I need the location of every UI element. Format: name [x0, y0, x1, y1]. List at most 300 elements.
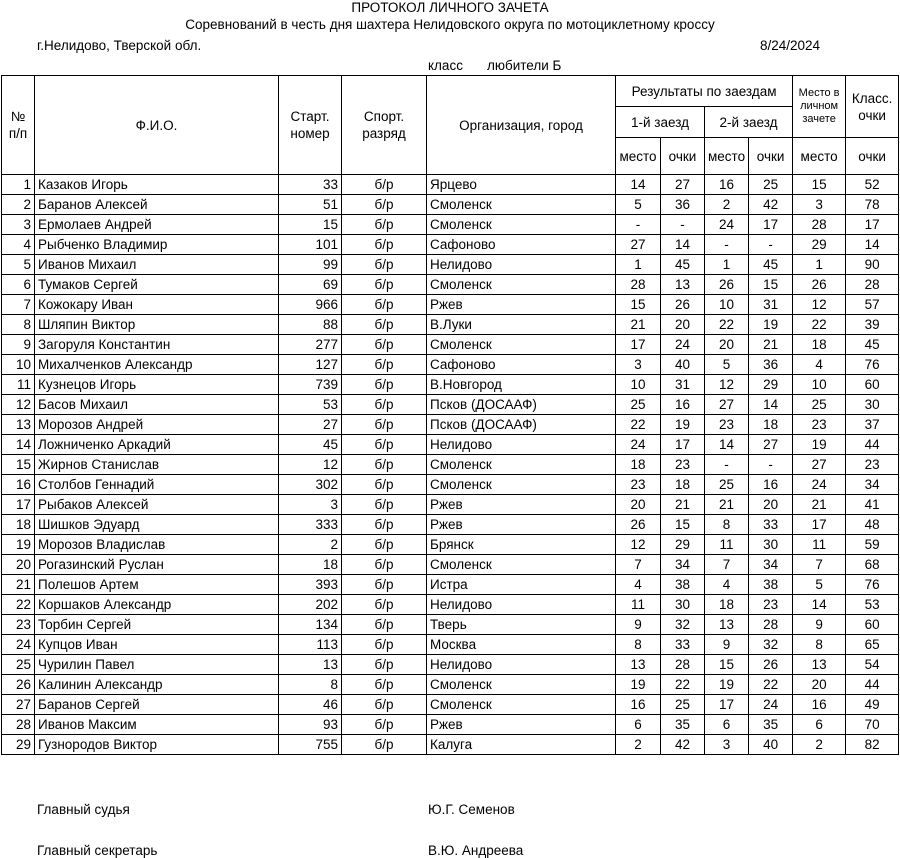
class-value: любители Б	[487, 58, 562, 73]
cell-rank: б/р	[342, 635, 427, 655]
col-header-results: Результаты по заездам	[616, 76, 793, 107]
cell-name: Загоруля Константин	[35, 335, 279, 355]
cell-race2-place: 14	[705, 435, 749, 455]
cell-start: 101	[279, 235, 342, 255]
cell-race1-place: 19	[616, 675, 661, 695]
cell-final-place: 2	[793, 735, 846, 755]
cell-num: 10	[2, 355, 35, 375]
cell-race2-place: 18	[705, 595, 749, 615]
cell-race1-place: 4	[616, 575, 661, 595]
cell-start: 277	[279, 335, 342, 355]
cell-race1-points: 32	[661, 615, 705, 635]
cell-start: 27	[279, 415, 342, 435]
cell-num: 17	[2, 495, 35, 515]
cell-class-points: 30	[846, 395, 899, 415]
cell-final-place: 29	[793, 235, 846, 255]
cell-race1-place: 1	[616, 255, 661, 275]
cell-num: 21	[2, 575, 35, 595]
cell-race2-points: 22	[749, 675, 793, 695]
cell-final-place: 1	[793, 255, 846, 275]
col-header-start: Старт. номер	[279, 76, 342, 175]
cell-org: Тверь	[427, 615, 616, 635]
col-header-num: № п/п	[2, 76, 35, 175]
cell-race1-place: 27	[616, 235, 661, 255]
cell-race2-points: 45	[749, 255, 793, 275]
cell-org: Ржев	[427, 495, 616, 515]
cell-final-place: 19	[793, 435, 846, 455]
cell-class-points: 28	[846, 275, 899, 295]
cell-final-place: 18	[793, 335, 846, 355]
cell-race2-place: 2	[705, 195, 749, 215]
cell-class-points: 53	[846, 595, 899, 615]
cell-race1-points: 34	[661, 555, 705, 575]
cell-class-points: 59	[846, 535, 899, 555]
cell-start: 45	[279, 435, 342, 455]
cell-race1-points: 23	[661, 455, 705, 475]
table-row	[2, 555, 899, 575]
cell-class-points: 57	[846, 295, 899, 315]
cell-start: 8	[279, 675, 342, 695]
cell-race2-points: 25	[749, 175, 793, 195]
table-row	[2, 195, 899, 215]
cell-race1-place: 8	[616, 635, 661, 655]
cell-class-points: 37	[846, 415, 899, 435]
cell-start: 127	[279, 355, 342, 375]
table-row	[2, 295, 899, 315]
cell-race1-place: 11	[616, 595, 661, 615]
cell-rank: б/р	[342, 395, 427, 415]
chief-judge-name: Ю.Г. Семенов	[428, 802, 515, 817]
cell-org: Ржев	[427, 515, 616, 535]
cell-race2-place: -	[705, 235, 749, 255]
cell-rank: б/р	[342, 475, 427, 495]
cell-num: 1	[2, 175, 35, 195]
cell-name: Купцов Иван	[35, 635, 279, 655]
cell-class-points: 54	[846, 655, 899, 675]
cell-num: 4	[2, 235, 35, 255]
cell-final-place: 11	[793, 535, 846, 555]
cell-rank: б/р	[342, 495, 427, 515]
cell-final-place: 3	[793, 195, 846, 215]
cell-race2-points: 17	[749, 215, 793, 235]
cell-org: Смоленск	[427, 555, 616, 575]
cell-name: Иванов Михаил	[35, 255, 279, 275]
cell-race2-points: 42	[749, 195, 793, 215]
cell-rank: б/р	[342, 195, 427, 215]
cell-race1-points: 38	[661, 575, 705, 595]
cell-org: Ярцево	[427, 175, 616, 195]
cell-race1-place: 20	[616, 495, 661, 515]
cell-race1-place: 28	[616, 275, 661, 295]
table-row	[2, 575, 899, 595]
cell-name: Торбин Сергей	[35, 615, 279, 635]
cell-race2-place: 9	[705, 635, 749, 655]
cell-start: 2	[279, 535, 342, 555]
cell-num: 7	[2, 295, 35, 315]
cell-org: Москва	[427, 635, 616, 655]
cell-org: Нелидово	[427, 255, 616, 275]
cell-final-place: 14	[793, 595, 846, 615]
cell-race2-place: 6	[705, 715, 749, 735]
cell-start: 88	[279, 315, 342, 335]
cell-start: 15	[279, 215, 342, 235]
cell-class-points: 60	[846, 615, 899, 635]
cell-race2-points: 27	[749, 435, 793, 455]
cell-name: Басов Михаил	[35, 395, 279, 415]
cell-race2-points: 19	[749, 315, 793, 335]
cell-race1-points: 31	[661, 375, 705, 395]
table-row	[2, 235, 899, 255]
cell-final-place: 4	[793, 355, 846, 375]
cell-start: 33	[279, 175, 342, 195]
table-row	[2, 655, 899, 675]
cell-class-points: 49	[846, 695, 899, 715]
cell-race1-place: 21	[616, 315, 661, 335]
cell-start: 69	[279, 275, 342, 295]
col-header-race2-place: место	[705, 138, 749, 175]
col-header-class-points: Класс. очки	[846, 76, 899, 138]
cell-race2-points: 31	[749, 295, 793, 315]
cell-race2-points: 15	[749, 275, 793, 295]
cell-race2-points: -	[749, 235, 793, 255]
cell-name: Столбов Геннадий	[35, 475, 279, 495]
cell-race2-place: 4	[705, 575, 749, 595]
cell-final-place: 26	[793, 275, 846, 295]
cell-name: Баранов Сергей	[35, 695, 279, 715]
col-header-race1-place: место	[616, 138, 661, 175]
cell-race1-points: 15	[661, 515, 705, 535]
cell-name: Ермолаев Андрей	[35, 215, 279, 235]
cell-name: Морозов Андрей	[35, 415, 279, 435]
cell-class-points: 39	[846, 315, 899, 335]
col-header-race1-points: очки	[661, 138, 705, 175]
cell-race2-points: 29	[749, 375, 793, 395]
cell-rank: б/р	[342, 575, 427, 595]
table-row	[2, 595, 899, 615]
table-row	[2, 455, 899, 475]
cell-org: В.Новгород	[427, 375, 616, 395]
cell-start: 12	[279, 455, 342, 475]
cell-race2-place: 7	[705, 555, 749, 575]
cell-race1-points: 30	[661, 595, 705, 615]
cell-name: Казаков Игорь	[35, 175, 279, 195]
cell-rank: б/р	[342, 515, 427, 535]
cell-race1-points: 18	[661, 475, 705, 495]
cell-race2-points: 20	[749, 495, 793, 515]
cell-race1-points: 14	[661, 235, 705, 255]
cell-num: 14	[2, 435, 35, 455]
chief-judge-role: Главный судья	[37, 802, 130, 817]
cell-class-points: 52	[846, 175, 899, 195]
cell-num: 25	[2, 655, 35, 675]
cell-class-points: 48	[846, 515, 899, 535]
cell-race1-points: 33	[661, 635, 705, 655]
header-row-1	[2, 76, 899, 107]
cell-race2-place: 19	[705, 675, 749, 695]
table-row	[2, 435, 899, 455]
cell-race2-points: 34	[749, 555, 793, 575]
event-date: 8/24/2024	[760, 38, 821, 53]
cell-class-points: 90	[846, 255, 899, 275]
cell-race1-place: 17	[616, 335, 661, 355]
cell-start: 18	[279, 555, 342, 575]
cell-rank: б/р	[342, 655, 427, 675]
cell-race1-points: 21	[661, 495, 705, 515]
cell-num: 15	[2, 455, 35, 475]
cell-race2-points: 28	[749, 615, 793, 635]
cell-org: Смоленск	[427, 275, 616, 295]
cell-num: 5	[2, 255, 35, 275]
table-row	[2, 315, 899, 335]
cell-name: Калинин Александр	[35, 675, 279, 695]
cell-race2-place: 13	[705, 615, 749, 635]
cell-class-points: 14	[846, 235, 899, 255]
col-header-final-points: очки	[846, 138, 899, 175]
chief-secretary-role: Главный секретарь	[37, 843, 158, 858]
chief-secretary-name: В.Ю. Андреева	[428, 843, 524, 858]
cell-race2-points: 33	[749, 515, 793, 535]
cell-race2-place: 11	[705, 535, 749, 555]
cell-org: Сафоново	[427, 235, 616, 255]
table-row	[2, 495, 899, 515]
cell-race2-points: 35	[749, 715, 793, 735]
cell-rank: б/р	[342, 335, 427, 355]
cell-race2-place: 8	[705, 515, 749, 535]
col-header-org: Организация, город	[427, 76, 616, 175]
cell-name: Рыбаков Алексей	[35, 495, 279, 515]
cell-final-place: 16	[793, 695, 846, 715]
cell-rank: б/р	[342, 315, 427, 335]
cell-org: В.Луки	[427, 315, 616, 335]
cell-start: 51	[279, 195, 342, 215]
table-row	[2, 735, 899, 755]
cell-race2-points: 40	[749, 735, 793, 755]
cell-name: Гузнородов Виктор	[35, 735, 279, 755]
cell-org: Истра	[427, 575, 616, 595]
cell-race1-points: 27	[661, 175, 705, 195]
col-header-name: Ф.И.О.	[35, 76, 279, 175]
cell-num: 11	[2, 375, 35, 395]
cell-race1-points: 17	[661, 435, 705, 455]
cell-org: Калуга	[427, 735, 616, 755]
cell-race2-place: 5	[705, 355, 749, 375]
table-row	[2, 375, 899, 395]
cell-num: 6	[2, 275, 35, 295]
cell-rank: б/р	[342, 375, 427, 395]
cell-final-place: 5	[793, 575, 846, 595]
table-row	[2, 675, 899, 695]
cell-start: 302	[279, 475, 342, 495]
cell-start: 13	[279, 655, 342, 675]
cell-race2-place: 1	[705, 255, 749, 275]
cell-race2-points: 26	[749, 655, 793, 675]
cell-race1-points: 40	[661, 355, 705, 375]
cell-final-place: 22	[793, 315, 846, 335]
cell-name: Тумаков Сергей	[35, 275, 279, 295]
cell-race2-points: 24	[749, 695, 793, 715]
cell-org: Смоленск	[427, 695, 616, 715]
cell-final-place: 6	[793, 715, 846, 735]
cell-final-place: 13	[793, 655, 846, 675]
table-row	[2, 535, 899, 555]
cell-rank: б/р	[342, 355, 427, 375]
cell-rank: б/р	[342, 715, 427, 735]
cell-start: 966	[279, 295, 342, 315]
cell-org: Ржев	[427, 295, 616, 315]
cell-final-place: 17	[793, 515, 846, 535]
cell-num: 19	[2, 535, 35, 555]
cell-rank: б/р	[342, 235, 427, 255]
cell-race2-place: 25	[705, 475, 749, 495]
cell-rank: б/р	[342, 455, 427, 475]
cell-rank: б/р	[342, 415, 427, 435]
class-label: класс	[428, 58, 463, 73]
cell-race2-place: 12	[705, 375, 749, 395]
table-row	[2, 695, 899, 715]
cell-num: 2	[2, 195, 35, 215]
cell-name: Иванов Максим	[35, 715, 279, 735]
cell-race2-place: 20	[705, 335, 749, 355]
cell-org: Псков (ДОСААФ)	[427, 395, 616, 415]
cell-start: 755	[279, 735, 342, 755]
cell-final-place: 28	[793, 215, 846, 235]
cell-num: 12	[2, 395, 35, 415]
cell-rank: б/р	[342, 695, 427, 715]
cell-race1-points: 13	[661, 275, 705, 295]
cell-race1-place: 9	[616, 615, 661, 635]
cell-final-place: 27	[793, 455, 846, 475]
cell-start: 46	[279, 695, 342, 715]
cell-race1-place: 14	[616, 175, 661, 195]
cell-num: 22	[2, 595, 35, 615]
table-row	[2, 335, 899, 355]
cell-class-points: 70	[846, 715, 899, 735]
cell-name: Коршаков Александр	[35, 595, 279, 615]
cell-rank: б/р	[342, 555, 427, 575]
cell-org: Смоленск	[427, 475, 616, 495]
cell-race2-points: 38	[749, 575, 793, 595]
cell-org: Смоленск	[427, 195, 616, 215]
cell-rank: б/р	[342, 435, 427, 455]
cell-race1-points: 26	[661, 295, 705, 315]
cell-race1-place: 12	[616, 535, 661, 555]
cell-final-place: 8	[793, 635, 846, 655]
cell-race1-points: 20	[661, 315, 705, 335]
cell-final-place: 25	[793, 395, 846, 415]
cell-race2-points: 36	[749, 355, 793, 375]
col-header-race2: 2-й заезд	[705, 107, 793, 138]
cell-race1-place: 18	[616, 455, 661, 475]
cell-name: Шишков Эдуард	[35, 515, 279, 535]
cell-org: Смоленск	[427, 335, 616, 355]
cell-start: 333	[279, 515, 342, 535]
cell-start: 53	[279, 395, 342, 415]
cell-num: 27	[2, 695, 35, 715]
cell-race1-points: 28	[661, 655, 705, 675]
cell-final-place: 15	[793, 175, 846, 195]
cell-start: 99	[279, 255, 342, 275]
cell-org: Сафоново	[427, 355, 616, 375]
cell-race1-place: -	[616, 215, 661, 235]
cell-rank: б/р	[342, 275, 427, 295]
cell-start: 3	[279, 495, 342, 515]
cell-race1-points: 29	[661, 535, 705, 555]
cell-race1-place: 6	[616, 715, 661, 735]
cell-org: Ржев	[427, 715, 616, 735]
cell-race2-place: 24	[705, 215, 749, 235]
cell-name: Ложниченко Аркадий	[35, 435, 279, 455]
cell-class-points: 23	[846, 455, 899, 475]
cell-rank: б/р	[342, 595, 427, 615]
cell-num: 20	[2, 555, 35, 575]
cell-race1-place: 24	[616, 435, 661, 455]
cell-class-points: 44	[846, 435, 899, 455]
cell-race2-points: 18	[749, 415, 793, 435]
table-row	[2, 355, 899, 375]
cell-rank: б/р	[342, 615, 427, 635]
cell-race1-points: 16	[661, 395, 705, 415]
table-row	[2, 475, 899, 495]
cell-num: 26	[2, 675, 35, 695]
cell-num: 18	[2, 515, 35, 535]
cell-race1-place: 13	[616, 655, 661, 675]
cell-race1-points: 42	[661, 735, 705, 755]
col-header-race1: 1-й заезд	[616, 107, 705, 138]
cell-num: 13	[2, 415, 35, 435]
cell-race2-place: 15	[705, 655, 749, 675]
cell-race1-place: 22	[616, 415, 661, 435]
col-header-final-place: место	[793, 138, 846, 175]
cell-start: 393	[279, 575, 342, 595]
table-row	[2, 415, 899, 435]
cell-name: Рогазинский Руслан	[35, 555, 279, 575]
cell-race2-points: 32	[749, 635, 793, 655]
cell-org: Нелидово	[427, 655, 616, 675]
table-row	[2, 215, 899, 235]
cell-final-place: 10	[793, 375, 846, 395]
cell-race1-points: 45	[661, 255, 705, 275]
cell-num: 28	[2, 715, 35, 735]
cell-class-points: 17	[846, 215, 899, 235]
cell-race1-points: -	[661, 215, 705, 235]
cell-final-place: 9	[793, 615, 846, 635]
cell-race2-points: -	[749, 455, 793, 475]
table-row	[2, 635, 899, 655]
cell-race2-place: 26	[705, 275, 749, 295]
table-row	[2, 175, 899, 195]
cell-race2-place: 16	[705, 175, 749, 195]
table-row	[2, 395, 899, 415]
cell-org: Нелидово	[427, 435, 616, 455]
cell-rank: б/р	[342, 735, 427, 755]
cell-num: 23	[2, 615, 35, 635]
col-header-place-personal: Место в личном зачете	[793, 76, 846, 138]
cell-num: 9	[2, 335, 35, 355]
cell-final-place: 24	[793, 475, 846, 495]
cell-num: 3	[2, 215, 35, 235]
table-row	[2, 615, 899, 635]
cell-final-place: 7	[793, 555, 846, 575]
cell-race2-place: 21	[705, 495, 749, 515]
cell-race1-place: 23	[616, 475, 661, 495]
cell-race2-points: 23	[749, 595, 793, 615]
cell-rank: б/р	[342, 295, 427, 315]
table-row	[2, 275, 899, 295]
cell-class-points: 82	[846, 735, 899, 755]
cell-name: Шляпин Виктор	[35, 315, 279, 335]
cell-rank: б/р	[342, 535, 427, 555]
cell-start: 93	[279, 715, 342, 735]
